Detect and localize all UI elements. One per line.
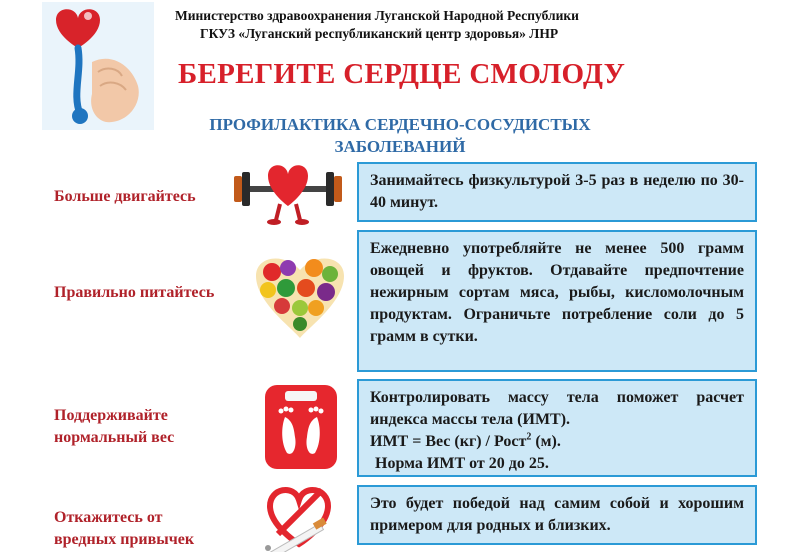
bmi-formula-exponent: 2 [526, 431, 532, 443]
label-keep-weight: Поддерживайте нормальный вес [54, 407, 175, 446]
page-subtitle: ПРОФИЛАКТИКА СЕРДЕЧНО-СОСУДИСТЫХ ЗАБОЛЕВАНИЙ [209, 115, 591, 156]
advice-box-keep-weight [357, 379, 757, 477]
organization-line-1: Министерство здравоохранения Луганской Народной Республики [175, 8, 579, 23]
advice-box-eat-right [357, 230, 757, 372]
advice-text-quit-bad-habits: Это будет победой над самим собой и хорошим примером для родных и близких. [370, 495, 744, 534]
bmi-formula-prefix: ИМТ = Вес (кг) / Рост [370, 433, 527, 450]
heart-stethoscope-hand-icon [42, 2, 154, 130]
label-quit-bad-habits: Откажитесь от вредных привычек [54, 509, 195, 548]
bmi-formula [370, 431, 744, 453]
advice-text-eat-right: Ежедневно употребляйте не менее 500 грамм овощей и фруктов. Отдавайте предпочтение нежирным сортам мяса, рыбы, кисломолочным продуктам. Ограничьте потребление соли до 5 грамм в сутки. [370, 240, 744, 345]
bmi-norm: Норма ИМТ от 20 до 25. [375, 455, 549, 472]
heart-dumbbell-icon [232, 160, 344, 226]
no-smoking-icon [258, 482, 340, 552]
advice-text-keep-weight: Контролировать массу тела поможет расчет индекса массы тела (ИМТ). [370, 389, 744, 428]
fruit-vegetable-heart-icon [248, 250, 352, 342]
bmi-formula-suffix: (м). [531, 433, 561, 450]
label-move-more: Больше двигайтесь [54, 188, 196, 205]
advice-box-move-more [357, 162, 757, 222]
label-eat-right: Правильно питайтесь [54, 284, 215, 301]
organization-line-2: ГКУЗ «Луганский республиканский центр здоровья» ЛНР [200, 26, 559, 41]
advice-box-quit-bad-habits [357, 485, 757, 545]
advice-text-move-more: Занимайтесь физкультурой 3-5 раз в неделю по 30-40 минут. [370, 172, 744, 211]
page-title: БЕРЕГИТЕ СЕРДЦЕ СМОЛОДУ [178, 58, 626, 90]
scale-footprints-icon [263, 383, 339, 471]
